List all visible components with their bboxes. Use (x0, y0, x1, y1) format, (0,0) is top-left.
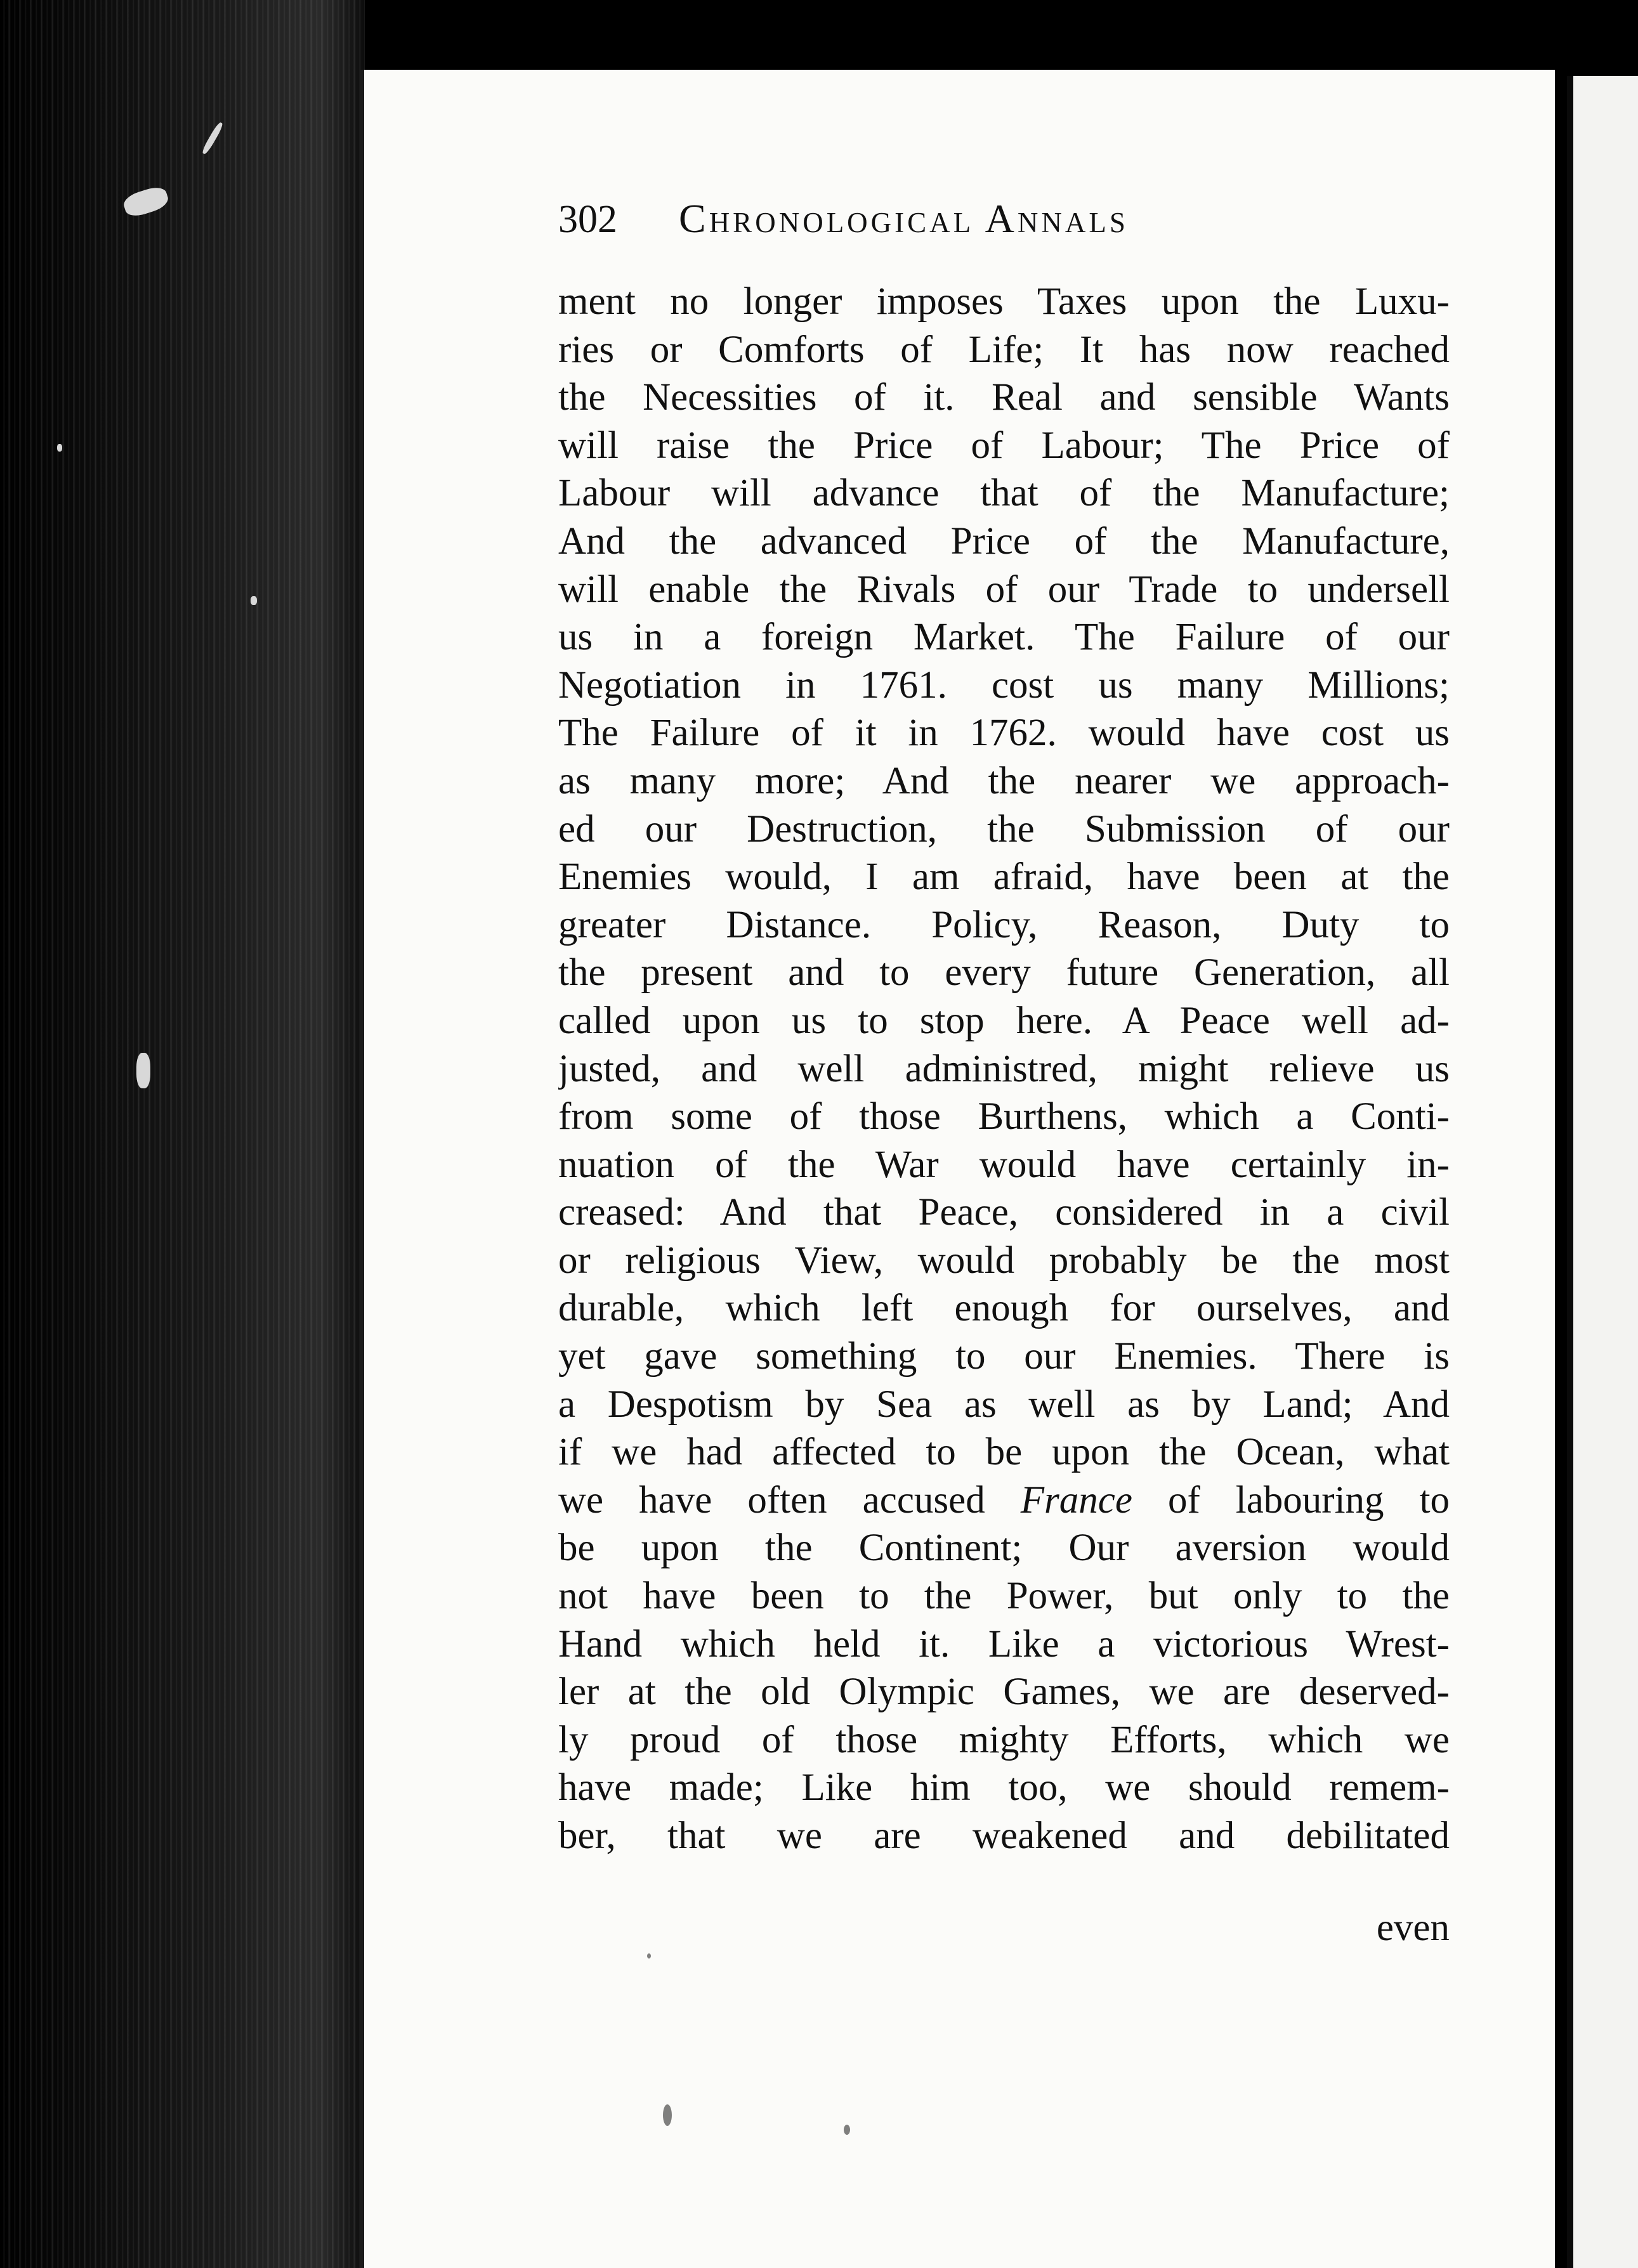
text-line: Hand which held it. Like a victorious Wrest- (558, 1622, 1450, 1665)
running-title: Chronological Annals (679, 196, 1129, 241)
text-line: ly proud of those mighty Efforts, which we (558, 1718, 1450, 1761)
paper-speck (663, 2104, 672, 2126)
text-line: yet gave something to our Enemies. There is (558, 1335, 1450, 1378)
text-line: Labour will advance that of the Manufacture; (558, 472, 1450, 515)
text-line: durable, which left enough for ourselves, and (558, 1287, 1450, 1330)
paper-speck (844, 2125, 850, 2135)
italic-place-name: France (1020, 1478, 1132, 1522)
text-line: And the advanced Price of the Manufacture, (558, 519, 1450, 563)
spine-speck (251, 596, 257, 605)
text-line: called upon us to stop here. A Peace well ad- (558, 999, 1450, 1042)
text-line: have made; Like him too, we should remem- (558, 1766, 1450, 1809)
text-fragment: we have often accused (558, 1478, 985, 1522)
text-line: greater Distance. Policy, Reason, Duty to (558, 903, 1450, 946)
text-line: from some of those Burthens, which a Conti- (558, 1095, 1450, 1138)
spine-speck (201, 121, 225, 155)
text-line: not have been to the Power, but only to the (558, 1575, 1450, 1618)
text-line: Negotiation in 1761. cost us many Millions; (558, 663, 1450, 707)
text-line: The Failure of it in 1762. would have cost us (558, 712, 1450, 755)
text-line: if we had affected to be upon the Ocean, what (558, 1431, 1450, 1474)
paper-speck (647, 1953, 651, 1958)
text-line: ries or Comforts of Life; It has now reached (558, 328, 1450, 371)
text-line: a Despotism by Sea as well as by Land; And (558, 1383, 1450, 1426)
text-line: justed, and well administred, might relieve us (558, 1047, 1450, 1090)
text-line: as many more; And the nearer we approach- (558, 759, 1450, 802)
page-number: 302 (558, 198, 617, 241)
text-line: the Necessities of it. Real and sensible Wants (558, 376, 1450, 419)
book-spine-edge (0, 0, 365, 2268)
text-line: the present and to every future Generation, all (558, 951, 1450, 994)
text-line: ler at the old Olympic Games, we are deserved- (558, 1671, 1450, 1714)
text-line: be upon the Continent; Our aversion would (558, 1527, 1450, 1570)
spine-speck (57, 444, 62, 452)
text-line: will enable the Rivals of our Trade to undersell (558, 568, 1450, 611)
text-line-with-italic (558, 1476, 1450, 1525)
text-line: ment no longer imposes Taxes upon the Luxu- (558, 280, 1450, 323)
text-fragment: of labouring to (1167, 1478, 1450, 1522)
catchword: even (1376, 1906, 1450, 1949)
text-line: Enemies would, I am afraid, have been at the (558, 856, 1450, 899)
spine-speck (136, 1053, 150, 1088)
text-line: ed our Destruction, the Submission of our (558, 807, 1450, 850)
running-head (558, 193, 1326, 244)
facing-page-edge (1567, 76, 1638, 2268)
text-line: nuation of the War would have certainly in- (558, 1143, 1450, 1186)
text-line: will raise the Price of Labour; The Price of (558, 424, 1450, 467)
spine-speck (121, 184, 171, 219)
text-line: us in a foreign Market. The Failure of our (558, 616, 1450, 659)
body-text (558, 278, 1450, 1860)
text-line: or religious View, would probably be the most (558, 1239, 1450, 1282)
text-line: creased: And that Peace, considered in a civil (558, 1191, 1450, 1234)
text-line: ber, that we are weakened and debilitated (558, 1815, 1450, 1857)
